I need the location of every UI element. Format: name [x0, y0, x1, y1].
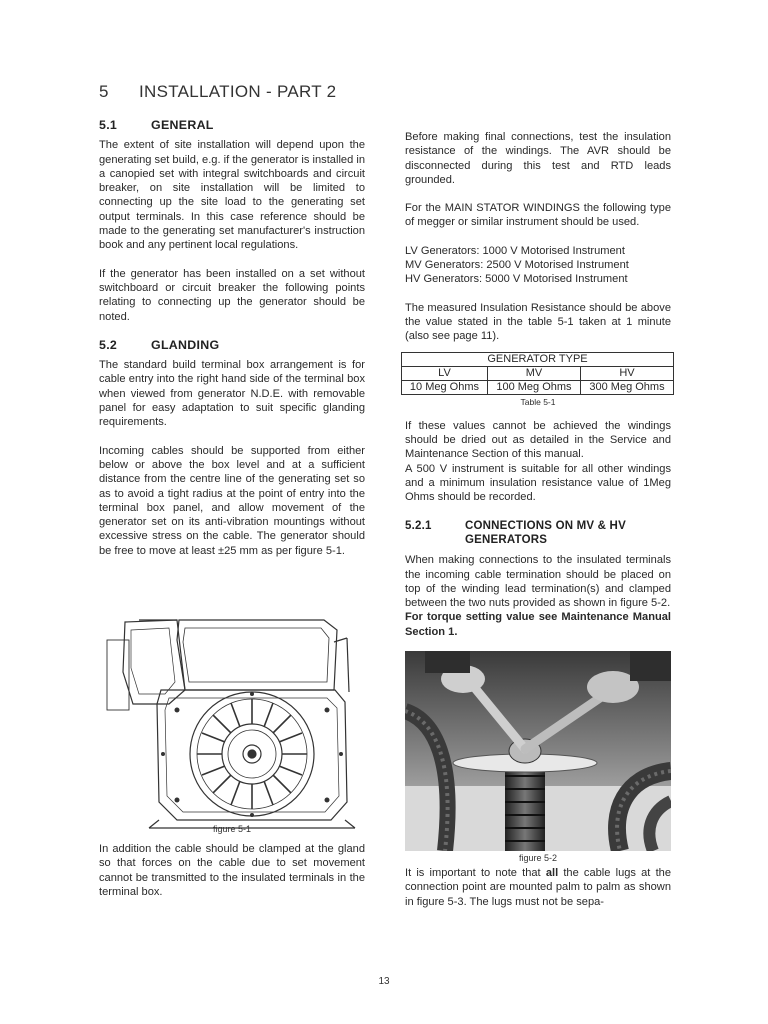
table-col-hv: HV [580, 366, 673, 380]
figure-5-1-caption: figure 5-1 [212, 824, 252, 835]
heading-glanding: 5.2 GLANDING [99, 337, 220, 352]
insulation-resistance-paragraph: The measured Insulation Resistance should be above the value stated in the table 5-1 taken at 1 minute (also see page 11). [405, 301, 671, 343]
lv-instrument-line: LV Generators: 1000 V Motorised Instrument [405, 244, 625, 257]
insulation-test-paragraph: Before making final connections, test the insulation resistance of the windings. The AVR should be disconnected during this test and RTD leads grounded. [405, 131, 671, 186]
section-number: 5 [99, 82, 109, 101]
insulation-resistance-table [401, 352, 674, 395]
dry-out-paragraph: If these values cannot be achieved the windings should be dried out as detailed in the Service and Maintenance Section of this manual. [405, 419, 671, 461]
table-col-mv: MV [487, 366, 580, 380]
table-value-hv: 300 Meg Ohms [580, 380, 673, 394]
other-windings-paragraph: A 500 V instrument is suitable for all other windings and a minimum insulation resistance value of 1Meg Ohms should be recorded. [405, 462, 671, 504]
main-stator-paragraph: For the MAIN STATOR WINDINGS the following type of megger or similar instrument should be used. [405, 202, 671, 229]
figure-generator-drawing [99, 572, 365, 842]
table-caption: Table 5-1 [520, 396, 556, 407]
glanding-paragraph-2: Incoming cables should be supported from either below or above the box level and at a sufficient distance from the centre line of the generating set so as to avoid a tight radius at the point of entry into the terminal box panel, and allow movement of the generator set on its anti-vibration mountings without excessive stress on the cable. The generator should be free to move at least ±25 mm as per figure 5-1. [99, 444, 365, 557]
page-number: 13 [378, 976, 390, 987]
section-title: INSTALLATION - PART 2 [139, 82, 337, 101]
torque-note: For torque setting value see Maintenance Manual Section 1. [405, 611, 671, 638]
cable-lugs-paragraph: It is important to note that all the cable lugs at the connection point are mounted palm to palm as shown in figure 5-3. The lugs must not be sepa- [405, 867, 671, 908]
connection-photo [405, 651, 671, 851]
right-column [405, 130, 671, 923]
table-value-lv: 10 Meg Ohms [402, 380, 488, 394]
table-header: GENERATOR TYPE [402, 352, 674, 366]
general-paragraph-2: If the generator has been installed on a set without switchboard or circuit breaker the following points relating to connecting up the generator should be noted. [99, 267, 365, 323]
figure-cable-connection-photo [405, 651, 671, 866]
heading-connections-mv-hv: 5.2.1 CONNECTIONS ON MV & HV GENERATORS [405, 519, 626, 546]
table-col-lv: LV [402, 366, 488, 380]
figure-5-2-caption: figure 5-2 [518, 853, 558, 864]
mv-instrument-line: MV Generators: 2500 V Motorised Instrument [405, 259, 629, 272]
glanding-paragraph-3: In addition the cable should be clamped at the gland so that forces on the cable due to set movement cannot be transmitted to the insulated terminals in the terminal box. [99, 843, 365, 898]
table-value-mv: 100 Meg Ohms [487, 380, 580, 394]
generator-line-drawing [99, 582, 365, 832]
heading-general: 5.1 GENERAL [99, 118, 214, 132]
glanding-paragraph-1: The standard build terminal box arrangement is for cable entry into the right hand side of the terminal box when viewed from generator N.D.E. with removable panel for easy adaptation to suit specific glanding requirements. [99, 359, 365, 429]
page-title [99, 82, 336, 102]
connections-paragraph: When making connections to the insulated terminals the incoming cable termination should be placed on top of the winding lead termination(s) and clamped between the two nuts provided as shown in figure 5-2. [405, 554, 671, 610]
left-column [99, 116, 365, 913]
general-paragraph-1: The extent of site installation will depend upon the generating set build, e.g. if the generator is installed in a canopied set with integral switchboards and circuit breaker, on site installation will be limited to connecting up the site load to the generating set output terminals. In this case reference should be made to the generating set manufacturer's instruction book and any pertinent local regulations. [99, 139, 365, 252]
hv-instrument-line: HV Generators: 5000 V Motorised Instrument [405, 273, 628, 286]
